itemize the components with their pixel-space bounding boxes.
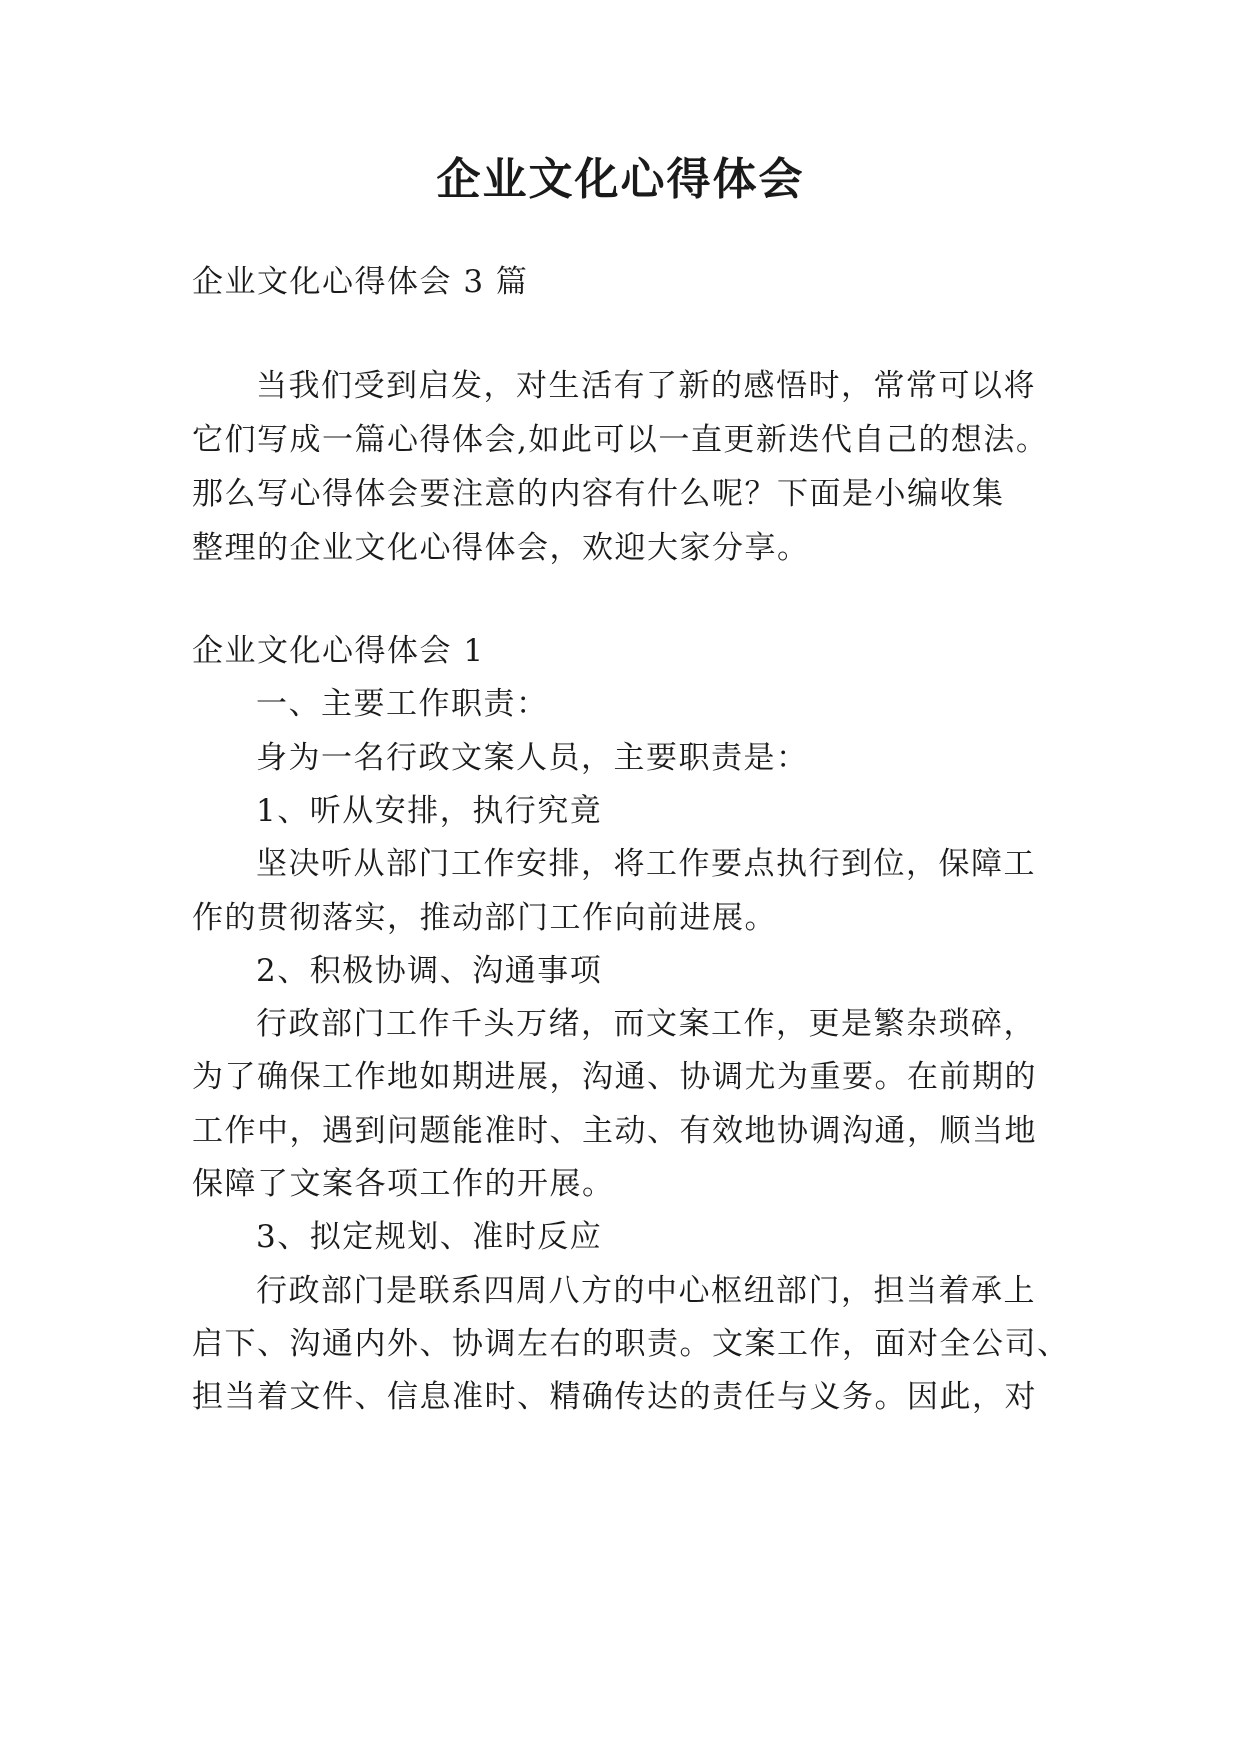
intro-line-2: 它们写成一篇心得体会,如此可以一直更新迭代自己的想法。 — [192, 422, 1049, 458]
body-line-13: 启下、沟通内外、协调左右的职责。文案工作，面对全公司、 — [192, 1326, 1070, 1362]
body-line-9: 工作中，遇到问题能准时、主动、有效地协调沟通，顺当地 — [192, 1113, 1037, 1149]
body-line-10: 保障了文案各项工作的开展。 — [192, 1166, 615, 1202]
intro-line-4: 整理的企业文化心得体会，欢迎大家分享。 — [192, 530, 810, 566]
body-line-11: 3、拟定规划、准时反应 — [256, 1219, 603, 1255]
body-line-7: 行政部门工作千头万绪，而文案工作，更是繁杂琐碎， — [256, 1006, 1036, 1042]
body-line-6: 2、积极协调、沟通事项 — [256, 953, 603, 989]
body-line-8: 为了确保工作地如期进展，沟通、协调尤为重要。在前期的 — [192, 1059, 1037, 1095]
body-line-2: 身为一名行政文案人员，主要职责是： — [256, 740, 809, 776]
intro-line-1: 当我们受到启发，对生活有了新的感悟时，常常可以将 — [256, 368, 1036, 404]
body-line-3: 1、听从安排，执行究竟 — [256, 793, 603, 829]
intro-line-3: 那么写心得体会要注意的内容有什么呢？下面是小编收集 — [192, 476, 1005, 512]
document-subtitle: 企业文化心得体会 3 篇 — [192, 264, 529, 300]
body-line-12: 行政部门是联系四周八方的中心枢纽部门，担当着承上 — [256, 1273, 1036, 1309]
section-heading: 企业文化心得体会 1 — [192, 633, 485, 669]
body-line-4: 坚决听从部门工作安排，将工作要点执行到位，保障工 — [256, 846, 1036, 882]
body-line-14: 担当着文件、信息准时、精确传达的责任与义务。因此，对 — [192, 1379, 1037, 1415]
document-title: 企业文化心得体会 — [436, 154, 805, 205]
body-line-1: 一、主要工作职责： — [256, 686, 549, 722]
body-line-5: 作的贯彻落实，推动部门工作向前进展。 — [192, 900, 777, 936]
